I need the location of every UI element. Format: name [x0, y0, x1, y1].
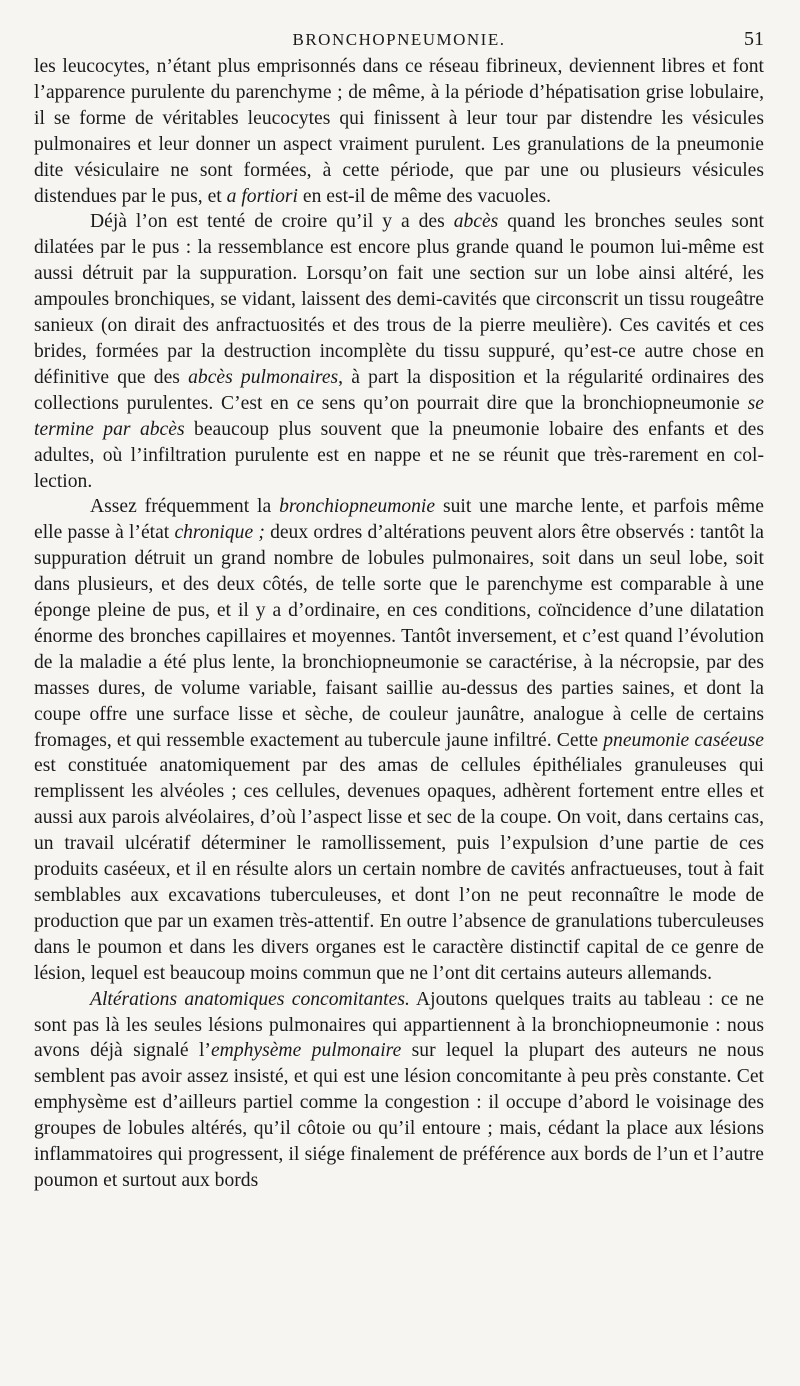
italic-text-run: Altérations anatomiques concomitantes. — [90, 988, 410, 1010]
italic-text-run: abcès pulmonaires — [188, 366, 339, 388]
italic-text-run: se termine par abcès — [34, 392, 764, 440]
text-run: est constituée anatomiquement par des amas de cellules épithéliales granuleuses qui remplissent les alvéoles ; ces cellules, devenues opaques, adhèrent fortement entre elles et aussi aux parois alvéolaires, d’où l’aspect lisse et sec de la coupe. On voit, dans certains cas, un travail ulcératif déterminer le ramollissement, puis l’expulsion d’une partie de ces produits caséeux, et il en résulte alors un certain nombre de cavités anfractueuses, tout à fait semblables aux excavations tuberculeuses, et dont l’on ne peut reconnaître le mode de production que par un examen très-attentif. En outre l’absence de granulations tuberculeuses dans le poumon et dans les divers organes est le caractère distinctif capital de ce genre de lésion, lequel est beaucoup moins commun que ne l’ont dit certains auteurs allemands. — [34, 755, 764, 984]
italic-text-run: bronchiopneumonie — [279, 496, 436, 518]
italic-text-run: chronique ; — [174, 522, 265, 544]
text-run: en est-il de même des vacuoles. — [297, 185, 551, 207]
text-run: les leucocytes, n’étant plus emprisonnés dans ce réseau fibrineux, deviennent libres et font l’apparence purulente du parenchyme ; de même, à la période d’hépatisation grise lobulaire, il se forme de véritables leucocytes qui finissent à leur tour par distendre les vésicules pulmonaires et leur donner un aspect vraiment purulent. Les granulations de la pneumonie dite vésiculaire ne sont formées, à cette période, que par une ou plusieurs vésicules distendues par le pus, et — [34, 56, 764, 207]
italic-text-run: a fortiori — [226, 185, 298, 207]
page-number: 51 — [744, 28, 764, 50]
text-run: suit une marche lente, et parfois même elle passe à l’état — [34, 496, 764, 544]
italic-text-run: abcès — [453, 211, 499, 233]
page-header — [34, 22, 764, 54]
text-run: beaucoup plus souvent que la pneumonie lobaire des enfants et des adultes, où l’infiltration purulente est en nappe et ne se réunit que très-rarement en collection. — [34, 418, 764, 492]
paragraph — [34, 54, 764, 209]
text-run: Ajoutons quelques traits au tableau : ce ne sont pas là les seules lésions pulmonaires qui appartiennent à la bronchiopneumonie : nous avons déjà signalé l’ — [34, 988, 764, 1062]
text-run: quand les bronches seules sont dilatées par le pus : la ressemblance est encore plus grande quand le poumon lui-même est aussi détruit par la suppuration. Lorsqu’on fait une section sur un lobe ainsi altéré, les ampoules bronchiques, se vidant, laissent des demi-cavités que circonscrit un tissu rougeâtre sanieux (on dirait des anfractuosités et des trous de la pierre meulière). Ces cavités et ces brides, formées par la destruction incomplète du tissu suppuré, qu’est-ce autre chose en définitive que des — [34, 211, 764, 388]
text-run: , à part la disposition et la régularité ordinaires des collections purulentes. C’est en ce sens qu’on pourrait dire que la bronchiopneumonie — [34, 366, 764, 414]
paragraph — [34, 987, 764, 1194]
text-run: sur lequel la plupart des auteurs ne nous semblent pas avoir assez insisté, et qui est une lésion concomitante à peu près constante. Cet emphysème est d’ailleurs partiel comme la congestion : il occupe d’abord le voisinage des groupes de lobules altérés, qu’il côtoie ou qu’il entoure ; mais, cédant la place aux lésions inflammatoires qui progressent, il siége finalement de préférence aux bords de l’un et l’autre poumon et surtout aux bords — [34, 1040, 765, 1191]
text-run: Assez fréquemment la — [90, 496, 280, 518]
italic-text-run: emphysème pulmonaire — [210, 1040, 402, 1062]
paragraph — [34, 494, 764, 986]
paragraph — [34, 209, 764, 494]
text-run: deux ordres d’altérations peuvent alors être observés : tantôt la suppuration détruit un grand nombre de lobules pulmonaires, soit dans un seul lobe, soit dans plusieurs, et des deux côtés, de telle sorte que le parenchyme est comparable à une éponge pleine de pus, et il y a d’ordinaire, en ces conditions, coïncidence d’une dilatation énorme des bronches capillaires et moyennes. Tantôt inversement, et c’est quand l’évolution de la maladie a été plus lente, la bronchiopneumonie se caractérise, à la nécropsie, par des masses dures, de volume variable, faisant saillie au-dessus des parties saines, et dont la coupe offre une surface lisse et sèche, de couleur jaunâtre, analogue à celle de certains fromages, et qui ressemble exactement au tubercule jaune infiltré. Cette — [34, 522, 764, 751]
running-title: BRONCHOPNEUMONIE. — [292, 30, 506, 49]
italic-text-run: pneumonie caséeuse — [603, 729, 764, 751]
body-text — [34, 54, 764, 1194]
text-run: Déjà l’on est tenté de croire qu’il y a des — [90, 211, 454, 233]
